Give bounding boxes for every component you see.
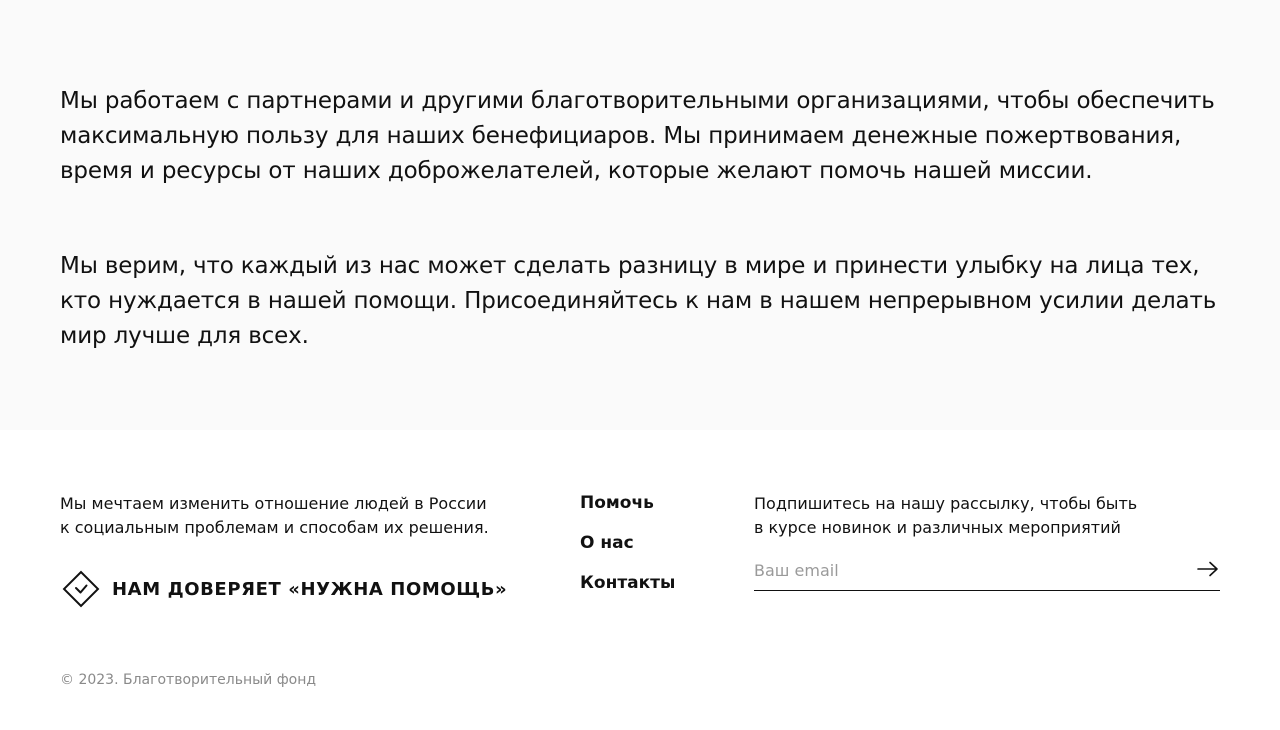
copyright-text: © 2023. Благотворительный фонд bbox=[60, 672, 317, 688]
newsletter-form bbox=[754, 556, 1220, 591]
footer-mission-line-2: к социальным проблемам и способам их решения. bbox=[60, 518, 489, 537]
newsletter-block bbox=[754, 492, 1220, 591]
site-footer bbox=[0, 430, 1280, 730]
footer-nav-about[interactable]: О нас bbox=[580, 533, 634, 553]
subscribe-submit-button[interactable] bbox=[1196, 559, 1220, 581]
diamond-check-icon bbox=[60, 568, 102, 610]
footer-mission-line-1: Мы мечтаем изменить отношение людей в России bbox=[60, 494, 487, 513]
newsletter-line-2: в курсе новинок и различных мероприятий bbox=[754, 518, 1121, 537]
newsletter-line-1: Подпишитесь на нашу рассылку, чтобы быть bbox=[754, 494, 1138, 513]
footer-nav-contacts[interactable]: Контакты bbox=[580, 573, 676, 593]
footer-nav-help[interactable]: Помочь bbox=[580, 493, 654, 513]
trust-badge-text: НАМ ДОВЕРЯЕТ «НУЖНА ПОМОЩЬ» bbox=[112, 578, 508, 600]
newsletter-description bbox=[754, 492, 1154, 540]
arrow-right-icon bbox=[1197, 561, 1219, 580]
about-paragraph-partners: Мы работаем с партнерами и другими благотворительными организациями, чтобы обеспечить максимальную пользу для наших бенефициаров. Мы принимаем денежные пожертвования, время и ресурсы от наших доброжелателей, которые желают помочь нашей миссии. bbox=[60, 88, 1215, 184]
about-paragraph-belief: Мы верим, что каждый из нас может сделать разницу в мире и принести улыбку на лица тех, кто нуждается в нашей помощи. Присоединяйтесь к нам в нашем непрерывном усилии делать мир лучше для всех. bbox=[60, 253, 1217, 349]
trust-badge bbox=[60, 568, 507, 610]
email-input[interactable] bbox=[754, 556, 1220, 590]
footer-nav bbox=[580, 490, 675, 596]
footer-mission-text bbox=[60, 492, 500, 540]
